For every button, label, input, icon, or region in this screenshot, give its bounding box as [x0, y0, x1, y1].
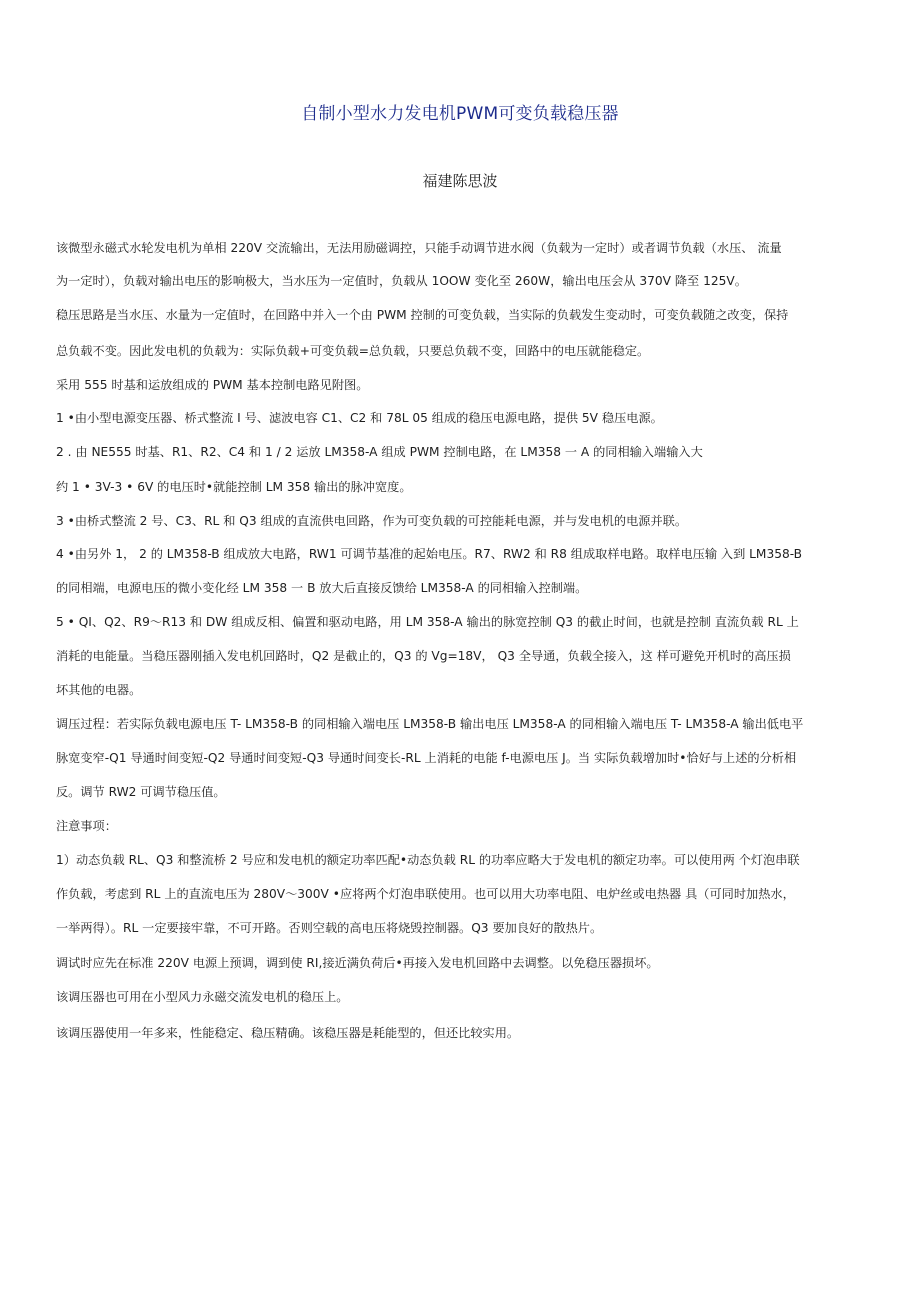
- body-line: 约 1 • 3V-3 • 6V 的电压时•就能控制 LM 358 输出的脉冲宽度。: [56, 480, 412, 494]
- body-line: 反。调节 RW2 可调节稳压值。: [56, 785, 226, 799]
- body-line: 该调压器也可用在小型风力永磁交流发电机的稳压上。: [56, 990, 349, 1004]
- body-line: 该调压器使用一年多来，性能稳定、稳压精确。该稳压器是耗能型的，但还比较实用。: [56, 1026, 520, 1040]
- body-line: 作负载，考虑到 RL 上的直流电压为 280V～300V •应将两个灯泡串联使用。也可以用大功率电阻、电炉丝或电热器 具（可同时加热水，: [56, 887, 795, 901]
- body-line: 注意事项：: [56, 819, 117, 833]
- document-title: 自制小型水力发电机PWM可变负载稳压器: [301, 104, 619, 124]
- document-author: 福建陈思波: [422, 172, 498, 190]
- body-line: 稳压思路是当水压、水量为一定值时，在回路中并入一个由 PWM 控制的可变负载，当实际的负载发生变动时，可变负载随之改变，保持: [56, 308, 789, 322]
- body-line: 1）动态负载 RL、Q3 和整流桥 2 号应和发电机的额定功率匹配•动态负载 RL 的功率应略大于发电机的额定功率。可以使用两 个灯泡串联: [56, 853, 800, 867]
- body-line: 3 •由桥式整流 2 号、C3、RL 和 Q3 组成的直流供电回路，作为可变负载的可控能耗电源，并与发电机的电源并联。: [56, 514, 688, 528]
- body-line: 一举两得）。RL 一定要接牢靠，不可开路。否则空载的高电压将烧毁控制器。Q3 要加良好的散热片。: [56, 921, 603, 935]
- body-line: 5 • QI、Q2、R9～R13 和 DW 组成反相、偏置和驱动电路，用 LM 358-A 输出的脉宽控制 Q3 的截止时间，也就是控制 直流负载 RL 上: [56, 615, 799, 629]
- body-line: 调试时应先在标准 220V 电源上预调，调到使 RI,接近满负荷后•再接入发电机回路中去调整。以免稳压器损坏。: [56, 956, 659, 970]
- body-line: 总负载不变。因此发电机的负载为：实际负载+可变负载=总负载，只要总负载不变，回路中的电压就能稳定。: [56, 344, 650, 358]
- body-line: 脉宽变窄-Q1 导通时间变短-Q2 导通时间变短-Q3 导通时间变长-RL 上消耗的电能 f-电源电压 J。当 实际负载增加时•恰好与上述的分析相: [56, 751, 797, 765]
- body-line: 调压过程：若实际负载电源电压 T- LM358-B 的同相输入端电压 LM358-B 输出电压 LM358-A 的同相输入端电压 T- LM358-A 输出低电平: [56, 717, 804, 731]
- body-line: 1 •由小型电源变压器、桥式整流 I 号、滤波电容 C1、C2 和 78L 05 组成的稳压电源电路，提供 5V 稳压电源。: [56, 411, 663, 425]
- body-line: 采用 555 时基和运放组成的 PWM 基本控制电路见附图。: [56, 378, 369, 392]
- body-line: 2 . 由 NE555 时基、R1、R2、C4 和 1 / 2 运放 LM358-A 组成 PWM 控制电路，在 LM358 一 A 的同相输入端输入大: [56, 445, 703, 459]
- body-line: 的同相端，电源电压的微小变化经 LM 358 一 B 放大后直接反馈给 LM358-A 的同相输入控制端。: [56, 581, 588, 595]
- body-line: 消耗的电能量。当稳压器刚插入发电机回路时，Q2 是截止的，Q3 的 Vg=18V， Q3 全导通，负载全接入，这 样可避免开机时的高压损: [56, 649, 791, 663]
- body-line: 坏其他的电器。: [56, 683, 142, 697]
- body-line: 4 •由另外 1， 2 的 LM358-B 组成放大电路，RW1 可调节基准的起始电压。R7、RW2 和 R8 组成取样电路。取样电压输 入到 LM358-B: [56, 547, 803, 561]
- body-line: 为一定时），负载对输出电压的影响极大，当水压为一定值时，负载从 1OOW 变化至 260W，输出电压会从 370V 降至 125V。: [56, 274, 747, 288]
- body-line: 该微型永磁式水轮发电机为单相 220V 交流输出，无法用励磁调控，只能手动调节进水阀（负载为一定时）或者调节负载（水压、 流量: [56, 241, 782, 255]
